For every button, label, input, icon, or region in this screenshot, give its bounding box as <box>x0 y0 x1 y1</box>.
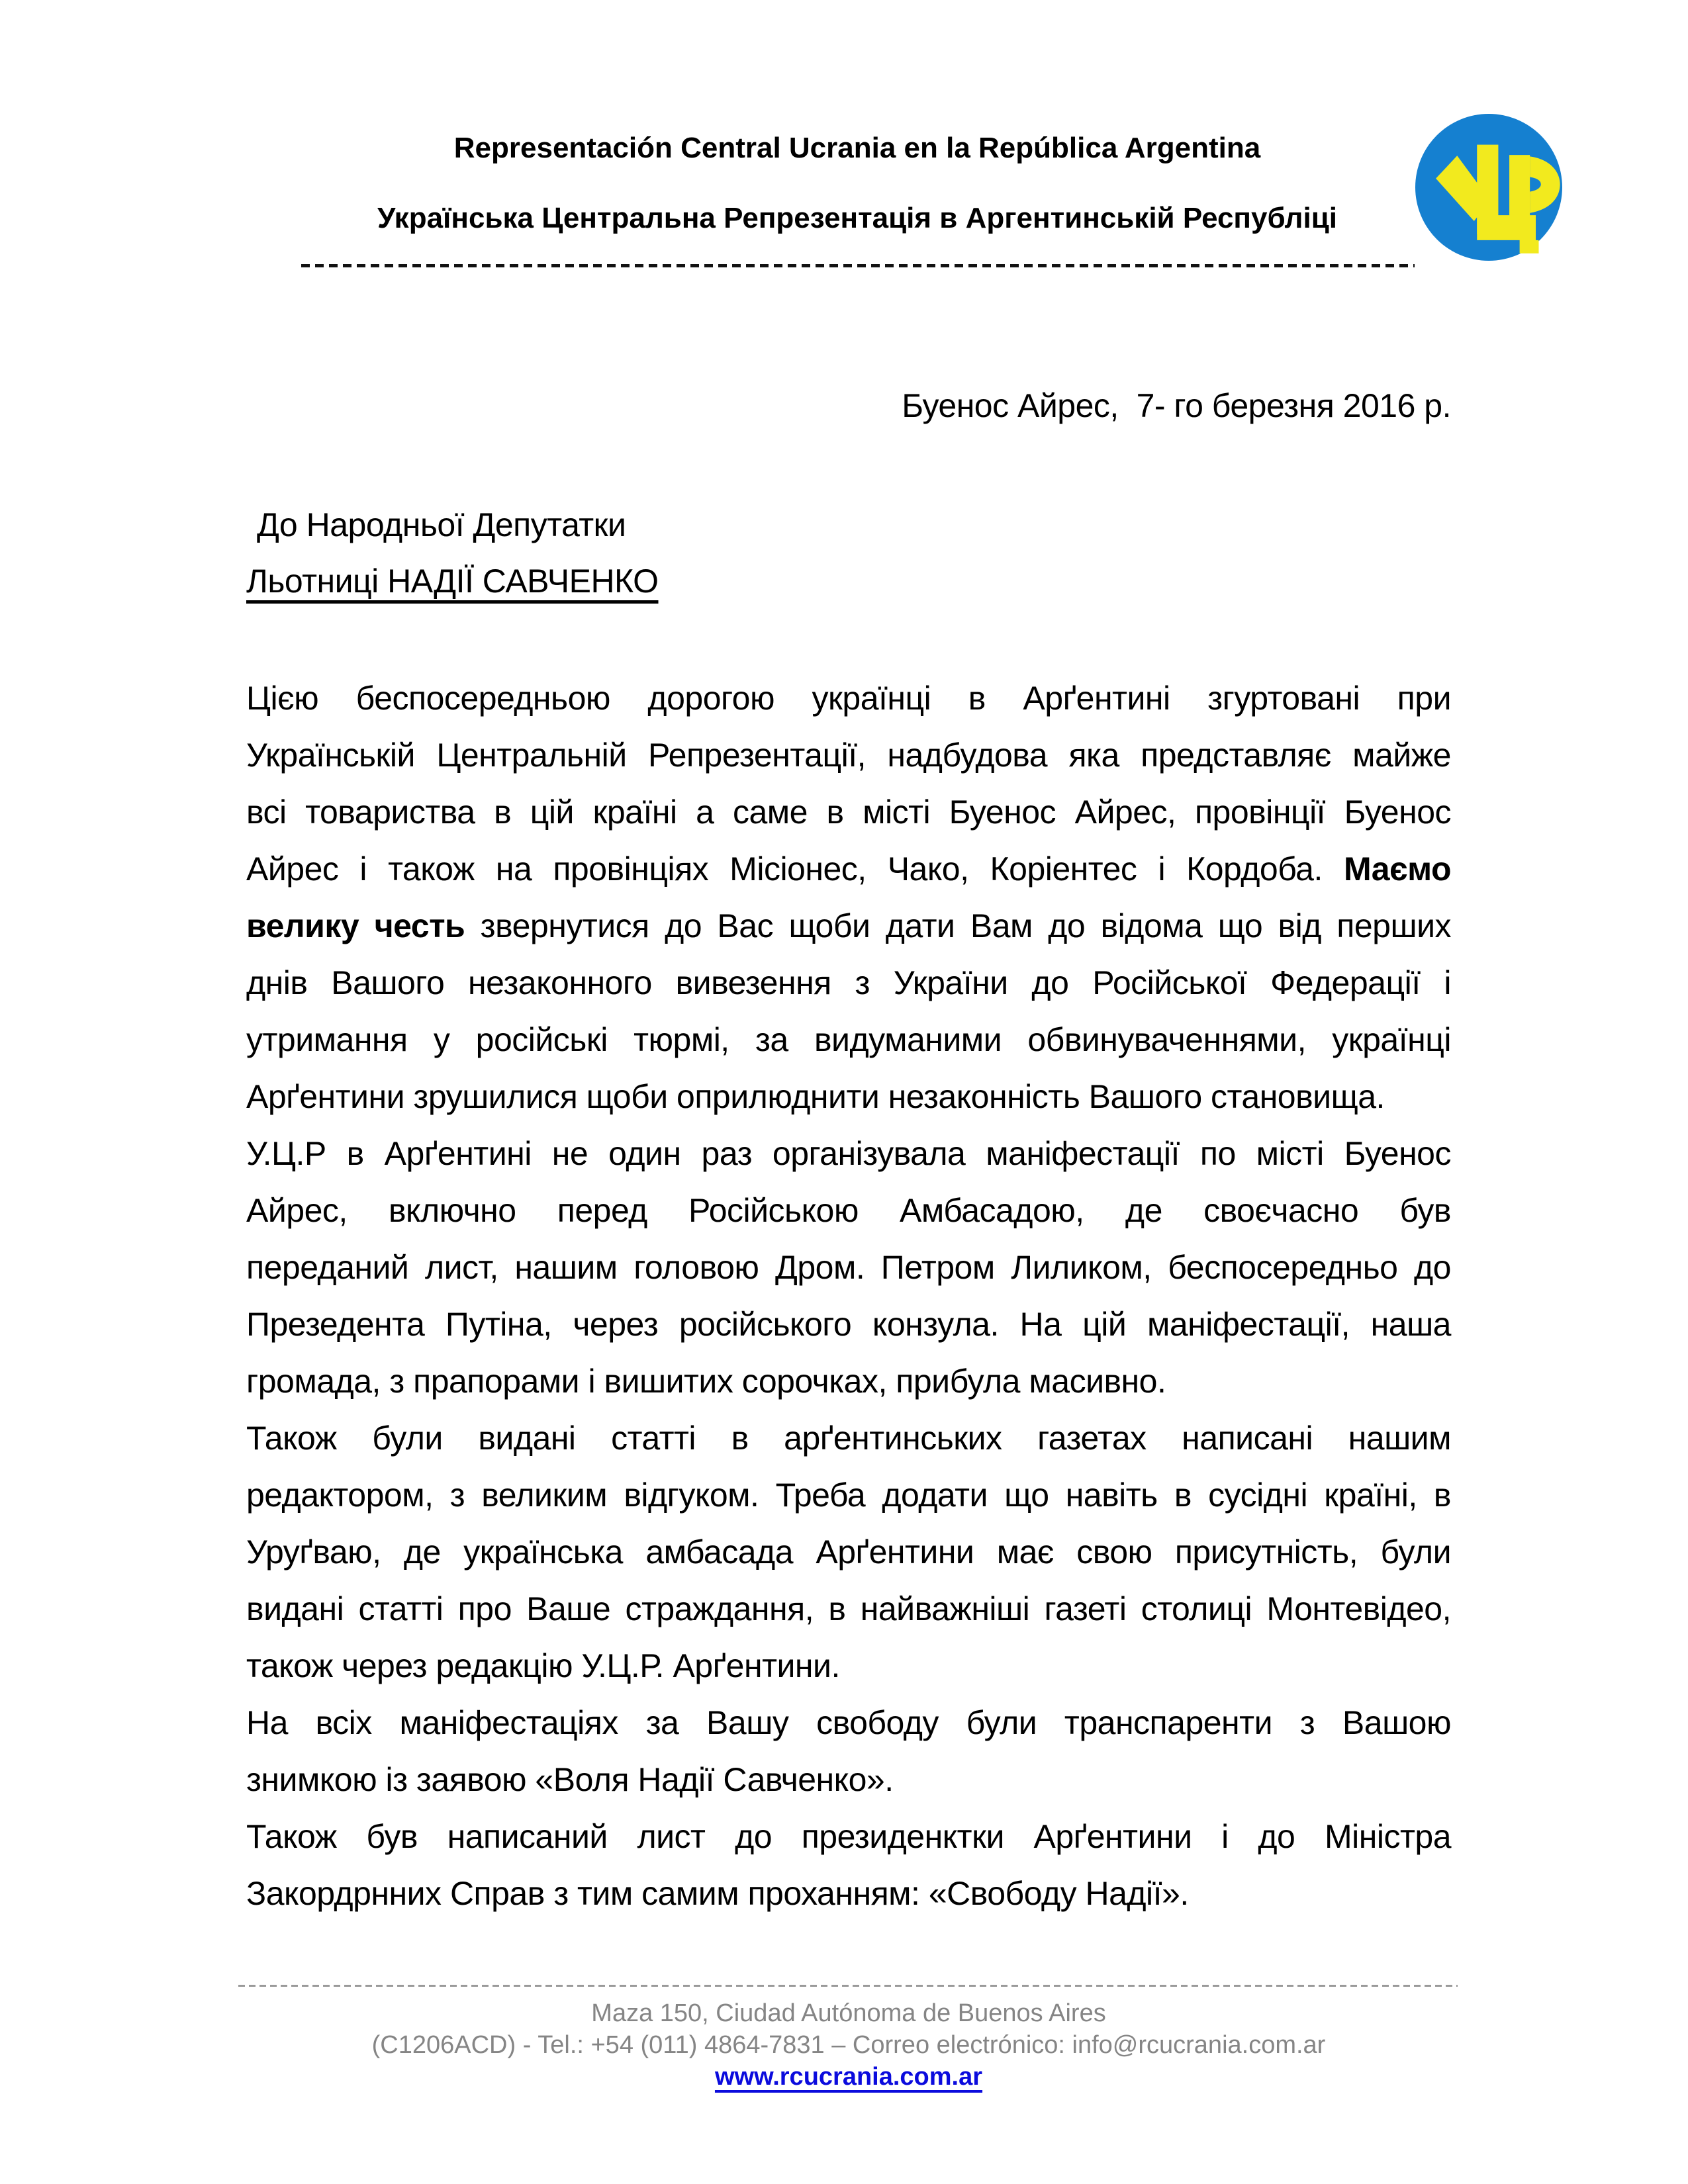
date-line: Буенос Айрес, 7- го березня 2016 р. <box>902 387 1451 424</box>
letter-body <box>246 670 1451 1922</box>
footer-dashed-rule <box>238 1985 1458 1987</box>
body-line: днів Вашого незаконного вивезення з України до Російської Федерації і <box>246 964 1451 1001</box>
header-title-ukrainian: Українська Центральна Репрезентація в Аргентинській Республіці <box>377 202 1338 234</box>
recipient-line-1: До Народньої Депутатки <box>257 506 626 543</box>
body-line: На всіх маніфестаціях за Вашу свободу були транспаренти з Вашою <box>246 1704 1451 1741</box>
body-line: Цією беспосередньою дорогою українці в Арґентині згуртовані при <box>246 680 1451 717</box>
body-line: Айрес, включно перед Російською Амбасадою, де своєчасно був <box>246 1192 1451 1229</box>
body-line: Презедента Путіна, через російського конзула. На цій маніфестації, наша <box>246 1306 1451 1343</box>
body-line: знимкою із заявою «Воля Надії Савченко». <box>246 1761 894 1798</box>
header-dashed-rule <box>301 264 1415 267</box>
body-line: Також був написаний лист до президенктки Арґентини і до Міністра <box>246 1818 1451 1855</box>
body-line: Закордрнних Справ з тим самим проханням: «Свободу Надії». <box>246 1875 1189 1912</box>
body-line: переданий лист, нашим головою Дром. Петром Лиликом, беспосередньо до <box>246 1249 1451 1286</box>
recipient-line-2: Льотниці НАДІЇ САВЧЕНКО <box>246 563 659 600</box>
ucr-monogram-logo-icon <box>1415 114 1562 261</box>
body-line: утримання у російські тюрмі, за видуманими обвинуваченнями, українці <box>246 1021 1451 1058</box>
body-line: видані статті про Ваше страждання, в найважніші газеті столиці Монтевідео, <box>246 1590 1451 1627</box>
footer-contact: (C1206ACD) - Tel.: +54 (011) 4864-7831 – Correo electrónico: info@rcucrania.com.ar <box>371 2031 1326 2059</box>
footer-website-row <box>246 2061 1451 2093</box>
body-line: Також були видані статті в арґентинських газетах написані нашим <box>246 1420 1451 1457</box>
body-line: Айрес і також на провінціях Місіонес, Чако, Коріентес і Кордоба. Маємо <box>246 850 1451 887</box>
header-title-spanish: Representación Central Ucrania en la República Argentina <box>453 132 1261 164</box>
body-line: редактором, з великим відгуком. Треба додати що навіть в сусідні країні, в <box>246 1477 1451 1514</box>
website-link[interactable]: www.rcucrania.com.ar <box>714 2063 983 2091</box>
body-line: всі товариства в цій країні а саме в місті Буенос Айрес, провінції Буенос <box>246 794 1451 831</box>
body-line: Арґентини зрушилися щоби оприлюднити незаконність Вашого становища. <box>246 1078 1385 1115</box>
body-line: Українській Центральній Репрезентації, надбудова яка представляє майже <box>246 737 1451 774</box>
body-line: громада, з прапорами і вишитих сорочках, прибула масивно. <box>246 1363 1166 1400</box>
body-line: також через редакцію У.Ц.Р. Арґентини. <box>246 1647 840 1684</box>
body-line: У.Ц.Р в Арґентині не один раз організувала маніфестації по місті Буенос <box>246 1135 1451 1172</box>
body-line: велику честь звернутися до Вас щоби дати Вам до відома що від перших <box>246 907 1451 944</box>
body-line: Уруґваю, де українська амбасада Арґентини має свою присутність, були <box>246 1533 1451 1570</box>
footer-address: Maza 150, Ciudad Autónoma de Buenos Aires <box>591 1999 1106 2027</box>
